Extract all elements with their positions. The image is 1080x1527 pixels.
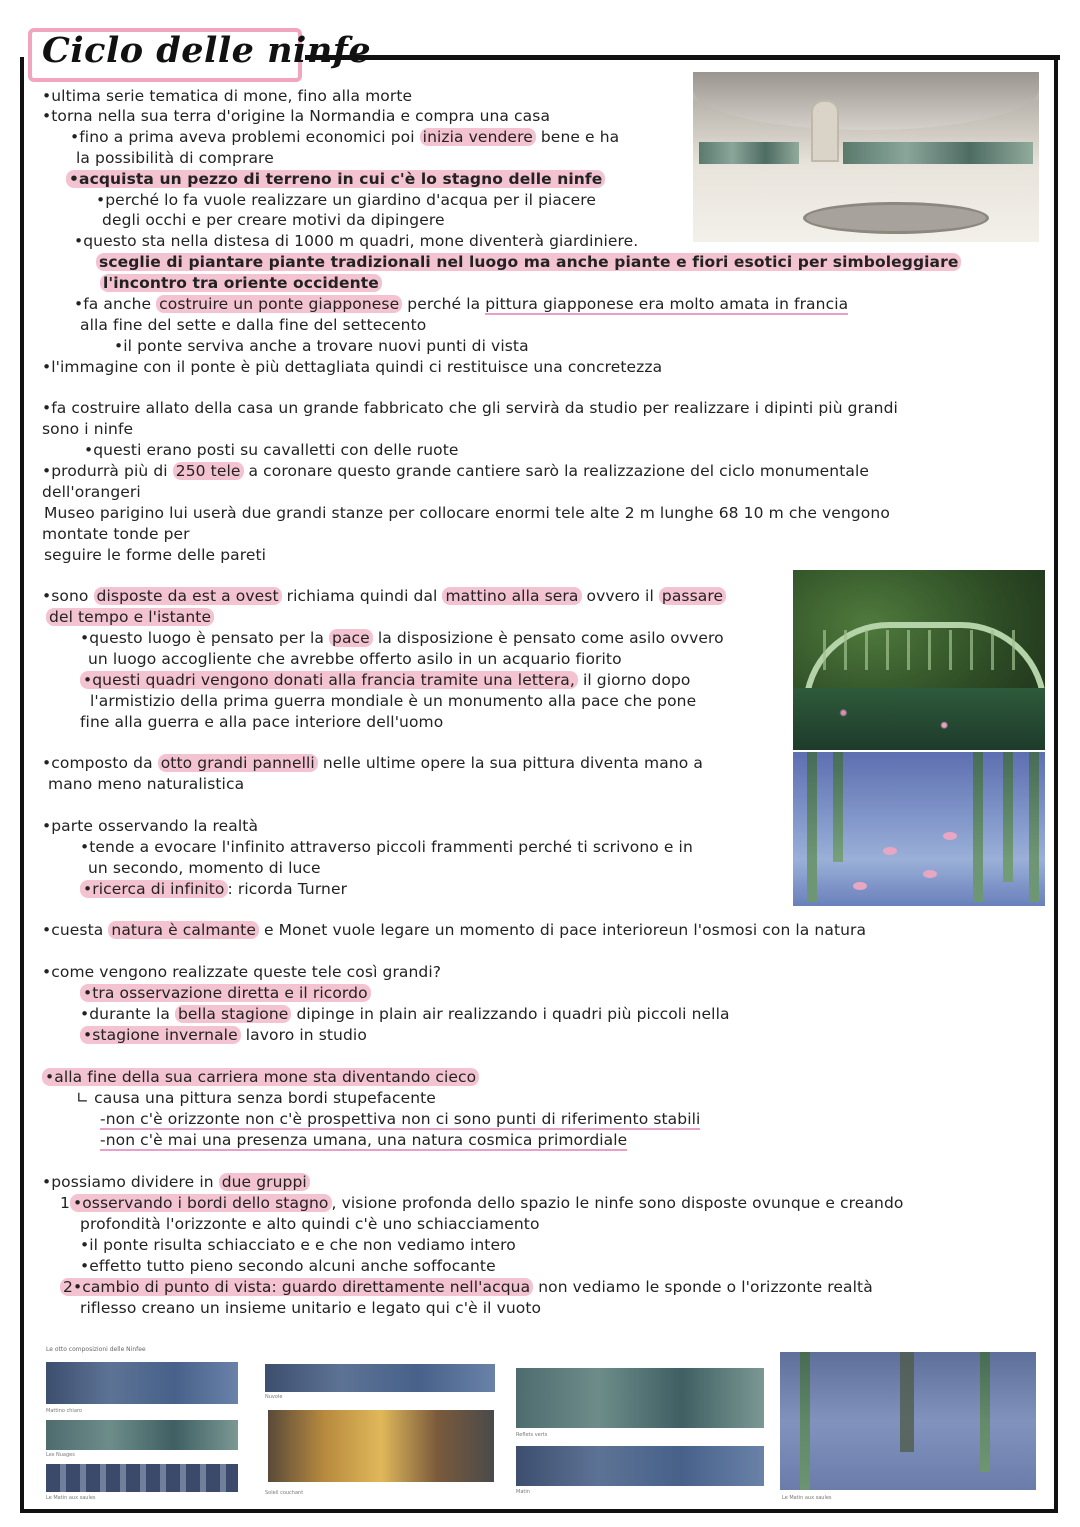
text-line: del tempo e l'istante [46,607,214,627]
text-line: •composto da otto grandi pannelli nelle ultime opere la sua pittura diventa mano a [42,754,703,772]
text-line: •parte osservando la realtà [42,817,259,835]
text-line: un secondo, momento di luce [88,859,321,877]
text-line: •cuesta natura è calmante e Monet vuole legare un momento di pace interioreun l'osmosi con la natura [42,921,867,939]
text-line: •il ponte risulta schiacciato e e che non vediamo intero [80,1236,516,1254]
text-line: dell'orangeri [42,483,141,501]
thumbnail-caption: Reflets verts [516,1432,548,1438]
text-line: sono i ninfe [42,420,134,438]
text-line: •questi erano posti su cavalletti con delle ruote [84,441,459,459]
text-line: •effetto tutto pieno secondo alcuni anche soffocante [80,1257,496,1275]
water-lilies-painting [793,752,1045,906]
text-line: seguire le forme delle pareti [44,546,267,564]
text-line: •fino a prima aveva problemi economici poi inizia vendere bene e ha [70,128,620,146]
thumbnail-caption: Le Matin aux saules [782,1495,832,1501]
composition-thumbnail [46,1464,238,1492]
text-line: •durante la bella stagione dipinge in plain air realizzando i quadri più piccoli nella [80,1005,730,1023]
composition-thumbnail [46,1420,238,1450]
text-line: l'armistizio della prima guerra mondiale è un monumento alla pace che pone [90,692,697,710]
text-line: degli occhi e per creare motivi da dipingere [102,211,445,229]
text-line: •alla fine della sua carriera mone sta diventando cieco [42,1067,479,1087]
text-line: alla fine del sette e dalla fine del settecento [80,316,427,334]
text-line: •l'immagine con il ponte è più dettagliata quindi ci restituisce una concretezza [42,358,663,376]
orangerie-room-photo [693,72,1039,242]
thumbnail-caption: Nuvole [265,1394,283,1400]
composition-thumbnail [265,1364,495,1392]
text-line: -non c'è mai una presenza umana, una natura cosmica primordiale [100,1131,628,1149]
page-title: Ciclo delle ninfe [42,30,372,71]
composition-thumbnail [516,1446,764,1486]
text-line: •fa anche costruire un ponte giapponese perché la pittura giapponese era molto amata in francia [74,295,849,313]
text-line: profondità l'orizzonte e alto quindi c'è uno schiacciamento [80,1215,540,1233]
text-line: •ricerca di infinito : ricorda Turner [80,879,347,899]
text-line: •ultima serie tematica di mone, fino alla morte [42,87,413,105]
text-line: ∟ causa una pittura senza bordi stupefacente [76,1089,436,1107]
text-line: •possiamo dividere in due gruppi [42,1172,310,1192]
text-line: sceglie di piantare piante tradizionali nel luogo ma anche piante e fiori esotici per simboleggiare [96,252,961,272]
composition-thumbnail [780,1352,1036,1490]
text-line: •il ponte serviva anche a trovare nuovi punti di vista [114,337,529,355]
thumbnail-caption: Mattino chiaro [46,1408,82,1414]
composition-thumbnail [46,1362,238,1404]
text-line: Museo parigino lui userà due grandi stanze per collocare enormi tele alte 2 m lunghe 68 10 m che vengono [44,504,890,522]
japanese-bridge-painting [793,570,1045,750]
gallery-label: Le otto composizioni delle Ninfee [46,1346,146,1353]
composition-thumbnail [516,1368,764,1428]
text-line: montate tonde per [42,525,190,543]
text-line: 2•cambio di punto di vista: guardo direttamente nell'acqua non vediamo le sponde o l'orizzonte realtà [60,1277,873,1297]
text-line: •fa costruire allato della casa un grande fabbricato che gli servirà da studio per realizzare i dipinti più grandi [42,399,898,417]
text-line: mano meno naturalistica [48,775,245,793]
text-line: •tra osservazione diretta e il ricordo [80,983,371,1003]
text-line: •tende a evocare l'infinito attraverso piccoli frammenti perché ti scrivono e in [80,838,693,856]
text-line: fine alla guerra e alla pace interiore dell'uomo [80,713,444,731]
thumbnail-caption: Les Nuages [46,1452,75,1458]
text-line: riflesso creano un insieme unitario e legato qui c'è il vuoto [80,1299,542,1317]
text-line: •questi quadri vengono donati alla francia tramite una lettera, il giorno dopo [80,670,691,690]
text-line: -non c'è orizzonte non c'è prospettiva non ci sono punti di riferimento stabili [100,1110,701,1128]
text-line: l'incontro tra oriente occidente [100,273,382,293]
text-line: •produrrà più di 250 tele a coronare questo grande cantiere sarò la realizzazione del ciclo monumentale [42,462,870,480]
text-line: la possibilità di comprare [76,149,274,167]
composition-thumbnail [268,1410,494,1482]
text-line: un luogo accogliente che avrebbe offerto asilo in un acquario fiorito [88,650,622,668]
text-line: •sono disposte da est a ovest richiama quindi dal mattino alla sera ovvero il passare [42,586,726,606]
text-line: 1 •osservando i bordi dello stagno , visione profonda dello spazio le ninfe sono disposte ovunque e creando [60,1194,904,1212]
text-line: •perché lo fa vuole realizzare un giardino d'acqua per il piacere [96,191,597,209]
text-line: •questo sta nella distesa di 1000 m quadri, mone diventerà giardiniere. [74,232,639,250]
text-line: •come vengono realizzate queste tele così grandi? [42,963,442,981]
text-line: •stagione invernale lavoro in studio [80,1025,367,1045]
thumbnail-caption: Matin [516,1489,530,1495]
thumbnail-caption: Le Matin aux saules [46,1495,96,1501]
text-line: •torna nella sua terra d'origine la Normandia e compra una casa [42,107,551,125]
thumbnail-caption: Soleil couchant [265,1490,304,1496]
text-line: •acquista un pezzo di terreno in cui c'è lo stagno delle ninfe [66,169,605,189]
text-line: •questo luogo è pensato per la pace la disposizione è pensato come asilo ovvero [80,629,724,647]
